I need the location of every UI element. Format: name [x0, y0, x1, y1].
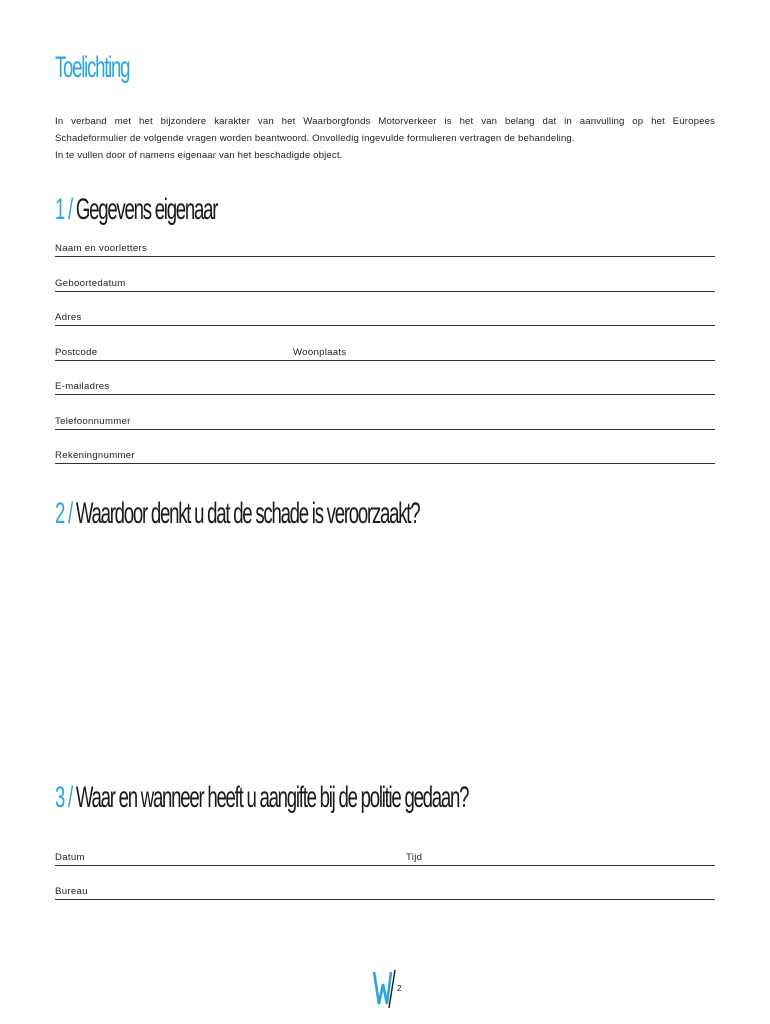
address-label: Adres [55, 312, 82, 323]
name-label: Naam en voorletters [55, 243, 148, 254]
section-2-title: Waardoor denkt u dat de schade is veroorzaakt? [75, 497, 420, 530]
section-1-heading [55, 192, 217, 228]
phone-label: Telefoonnummer [55, 416, 131, 427]
email-label: E-mailadres [55, 381, 110, 392]
page-title: Toelichting [55, 51, 130, 84]
intro-line-3: In te vullen door of namens eigenaar van het beschadigde object. [55, 150, 343, 161]
city-label: Woonplaats [293, 347, 347, 358]
date-time-field[interactable] [55, 851, 715, 866]
section-1-number: 1 / [55, 193, 72, 226]
section-1-title: Gegevens eigenaar [75, 193, 218, 226]
account-number-field[interactable] [55, 449, 715, 464]
bureau-label: Bureau [55, 886, 88, 897]
name-field[interactable] [55, 242, 715, 257]
section-2-heading [55, 496, 419, 532]
page-number: 2 [397, 984, 402, 993]
intro-line-2: Schadeformulier de volgende vragen worden beantwoord. Onvolledig ingevulde formulieren vertragen de behandeling. [55, 133, 575, 144]
section-3-number: 3 / [55, 781, 72, 814]
section-3-title: Waar en wanneer heeft u aangifte bij de politie gedaan? [75, 781, 469, 814]
account-number-label: Rekeningnummer [55, 450, 135, 461]
time-label: Tijd [406, 852, 423, 863]
section-3-heading [55, 780, 468, 816]
intro-line-1: In verband met het bijzondere karakter van het Waarborgfonds Motorverkeer is het van belang dat in aanvulling op het Europees [55, 116, 715, 127]
cause-answer-area[interactable] [55, 540, 715, 780]
birthdate-field[interactable] [55, 277, 715, 292]
section-2-number: 2 / [55, 497, 72, 530]
email-field[interactable] [55, 380, 715, 395]
address-field[interactable] [55, 311, 715, 326]
intro-text [55, 113, 715, 164]
phone-field[interactable] [55, 415, 715, 430]
wm-logo-icon [372, 968, 396, 1008]
postcode-city-field[interactable] [55, 346, 715, 361]
postcode-label: Postcode [55, 347, 98, 358]
bureau-field[interactable] [55, 885, 715, 900]
birthdate-label: Geboortedatum [55, 278, 126, 289]
date-label: Datum [55, 852, 85, 863]
